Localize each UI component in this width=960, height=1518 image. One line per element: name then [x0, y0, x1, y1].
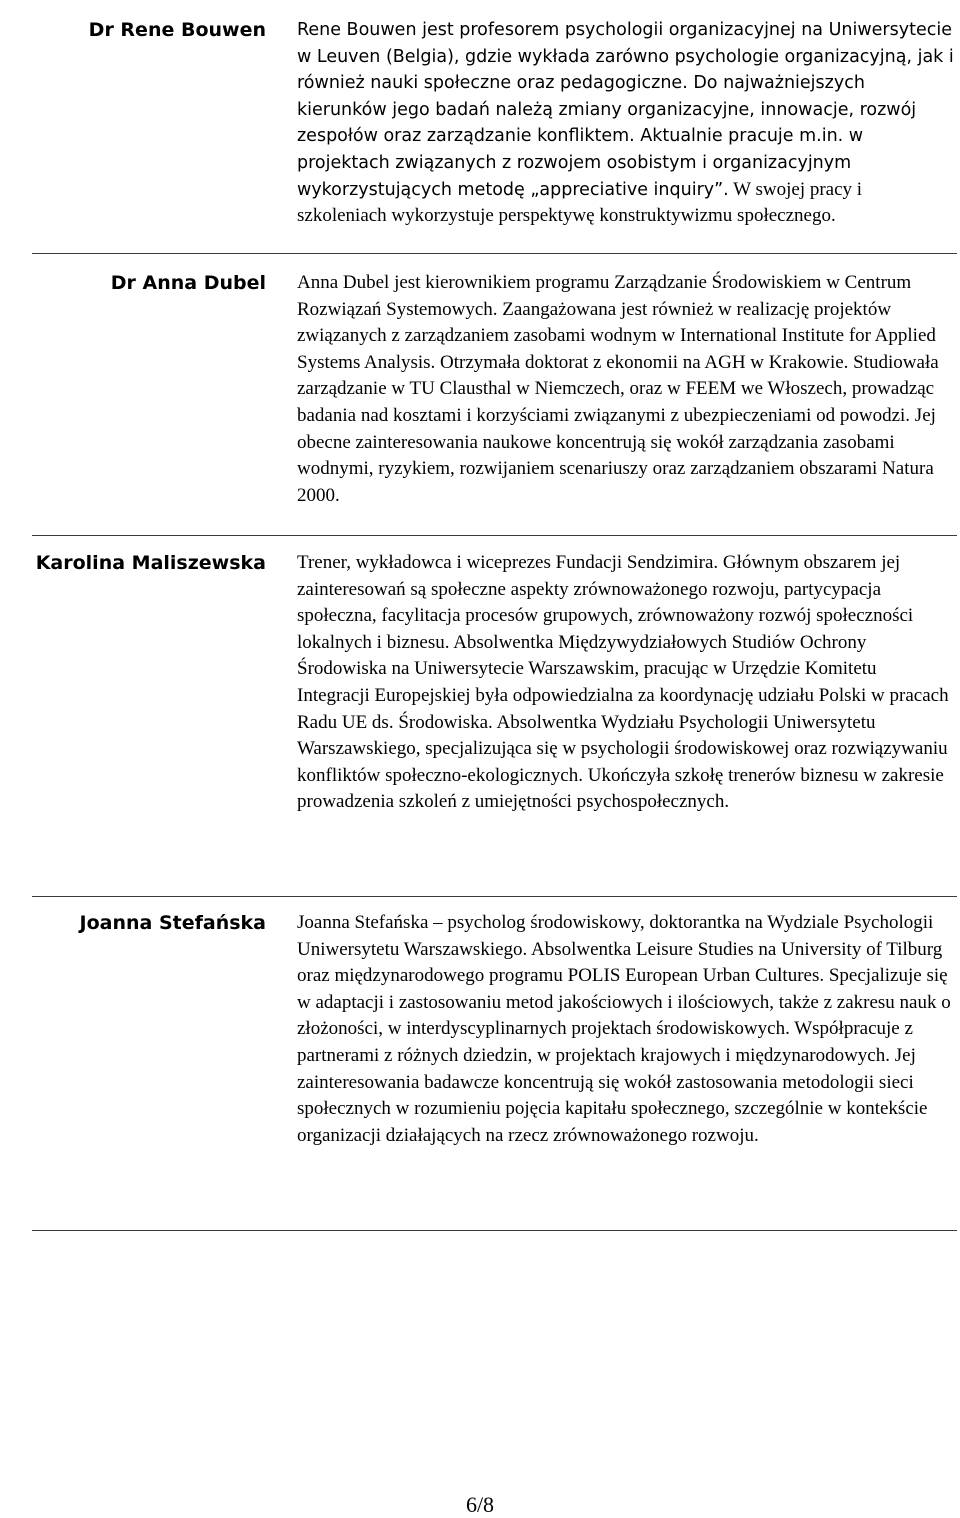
page-number: 6/8 — [465, 1492, 495, 1517]
section-divider — [32, 253, 957, 254]
person-bio: Trener, wykładowca i wiceprezes Fundacji Sendzimira. Głównym obszarem jej zainteresowań są społeczne aspekty zrównoważonego rozwoju, partycypacja społeczna, facylitacja procesów grupowych, zrównoważony rozwój społeczności lokalnych i biznesu. Absolwentka Międzywydziałowych Studiów Ochrony Środowiska na Uniwersytecie Warszawskim, pracując w Urzędzie Komitetu Integracji Europejskiej była odpowiedzialna za koordynację udziału Polski w pracach Radu UE ds. Środowiska. Absolwentka Wydziału Psychologii Uniwersytetu Warszawskiego, specjalizująca się w psychologii środowiskowej oraz rozwiązywaniu konfliktów społeczno-ekologicznych. Ukończyła szkołę trenerów biznesu w zakresie prowadzenia szkoleń z umiejętności psychospołecznych. — [297, 552, 949, 813]
person-bio: Joanna Stefańska – psycholog środowiskowy, doktorantka na Wydziale Psychologii Uniwersytetu Warszawskiego. Absolwentka Leisure Studies na University of Tilburg oraz międzynarodowego programu POLIS European Urban Cultures. Specjalizuje się w adaptacji i zastosowaniu metod jakościowych i ilościowych, także z zakresu nauk o złożoności, w interdyscyplinarnych projektach środowiskowych. Współpracuje z partnerami z różnych dziedzin, w projektach krajowych i międzynarodowych. Jej zainteresowania badawcze koncentrują się wokół zastosowania metodologii sieci społecznych w rozumieniu pojęcia kapitału społecznego, szczególnie w kontekście organizacji działających na rzecz zrównoważonego rozwoju. — [297, 912, 951, 1146]
person-name: Dr Rene Bouwen — [88, 19, 266, 41]
person-bio-part1: Rene Bouwen jest profesorem psychologii organizacyjnej na Uniwersytecie w Leuven (Belgia), gdzie wykłada zarówno psychologie organizacyjną, jak i również nauki społeczne oraz pedagogiczne. Do najważniejszych kierunków jego badań należą zmiany organizacyjne, innowacje, rozwój zespołów oraz zarządzanie konfliktem. Aktualnie pracuje m.in. w projektach związanych z rozwojem osobistym i organizacyjnym wykorzystujących metodę „appreciative inquiry”. — [297, 20, 954, 200]
section-divider — [32, 535, 957, 536]
person-name: Joanna Stefańska — [79, 912, 266, 934]
person-bio — [297, 17, 954, 230]
person-name: Karolina Maliszewska — [35, 552, 266, 574]
person-bio: Anna Dubel jest kierownikiem programu Zarządzanie Środowiskiem w Centrum Rozwiązań Systemowych. Zaangażowana jest również w realizację projektów związanych z zarządzaniem zasobami wodnym w International Institute for Applied Systems Analysis. Otrzymała doktorat z ekonomii na AGH w Krakowie. Studiowała zarządzanie w TU Clausthal w Niemczech, oraz w FEEM we Włoszech, prowadząc badania nad kosztami i korzyściami związanymi z ubezpieczeniami od powodzi. Jej obecne zainteresowania naukowe koncentrują się wokół zarządzania zasobami wodnymi, ryzykiem, rozwijaniem scenariuszy oraz zarządzaniem obszarami Natura 2000. — [297, 272, 939, 506]
section-divider — [32, 896, 957, 897]
person-bio-part2: W swojej pracy i szkoleniach wykorzystuje perspektywę konstruktywizmu społecznego. — [297, 178, 863, 227]
person-name: Dr Anna Dubel — [110, 272, 266, 294]
section-divider — [32, 1230, 957, 1231]
